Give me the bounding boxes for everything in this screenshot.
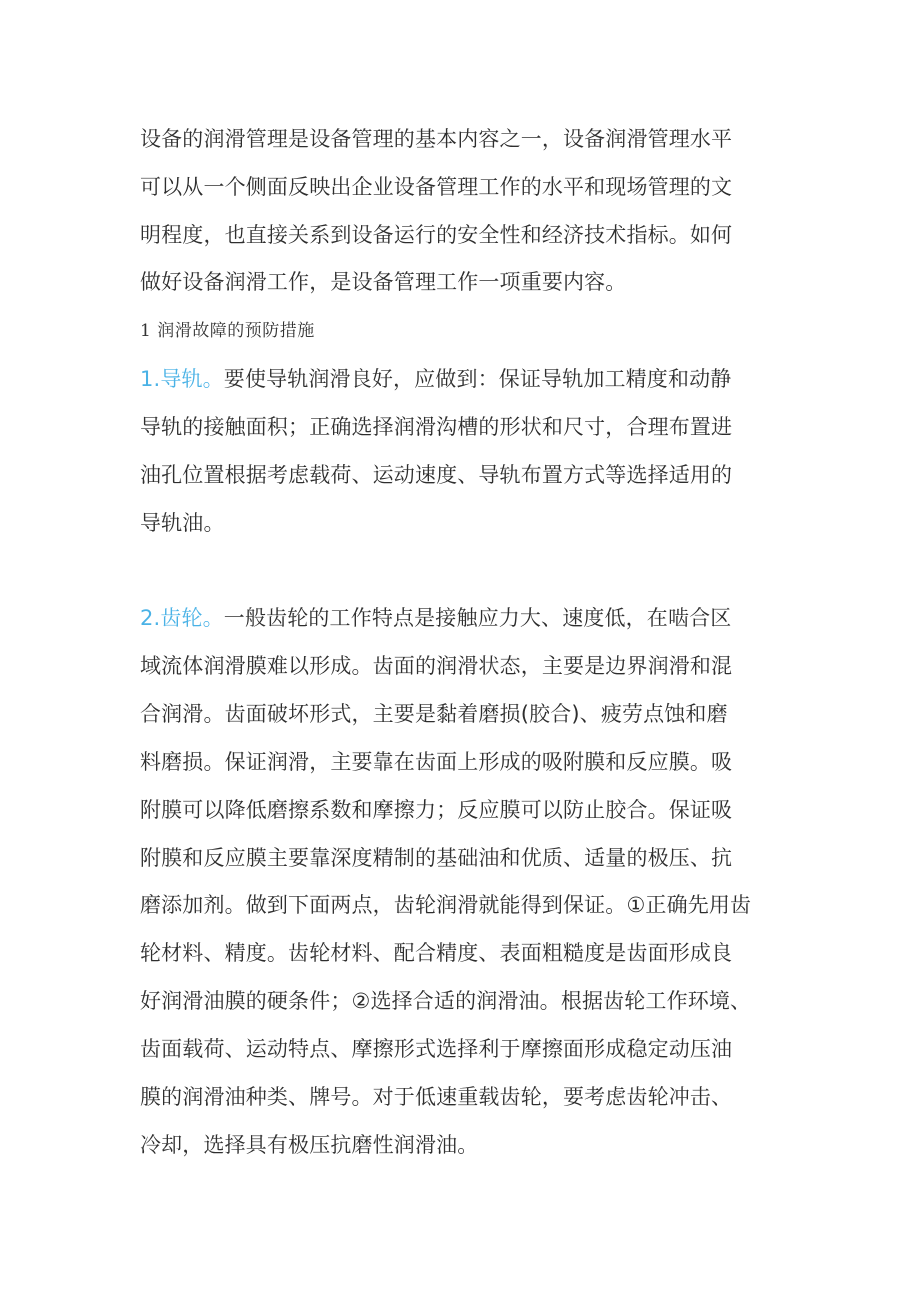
item-line: 油孔位置根据考虑载荷、运动速度、导轨布置方式等选择适用的 — [140, 463, 733, 487]
item-line: 合润滑。齿面破坏形式，主要是黏着磨损(胶合)、疲劳点蚀和磨 — [140, 702, 728, 726]
item-label: 1.导轨。 — [140, 367, 224, 391]
item-line: 导轨的接触面积；正确选择润滑沟槽的形状和尺寸，合理布置进 — [140, 415, 733, 439]
section-heading: 1 润滑故障的预防措施 — [140, 321, 315, 341]
intro-line: 可以从一个侧面反映出企业设备管理工作的水平和现场管理的文 — [140, 175, 733, 199]
item-line: 料磨损。保证润滑，主要靠在齿面上形成的吸附膜和反应膜。吸 — [140, 750, 733, 774]
item-line: 附膜可以降低磨擦系数和摩擦力；反应膜可以防止胶合。保证吸 — [140, 798, 733, 822]
item-line: 附膜和反应膜主要靠深度精制的基础油和优质、适量的极压、抗 — [140, 846, 733, 870]
item-line: 磨添加剂。做到下面两点，齿轮润滑就能得到保证。①正确先用齿 — [140, 893, 752, 917]
item-text: 要使导轨润滑良好，应做到：保证导轨加工精度和动静 — [223, 367, 732, 391]
intro-line: 明程度，也直接关系到设备运行的安全性和经济技术指标。如何 — [140, 223, 733, 247]
item-line: 好润滑油膜的硬条件；②选择合适的润滑油。根据齿轮工作环境、 — [140, 989, 752, 1013]
item-line: 冷却，选择具有极压抗磨性润滑油。 — [140, 1133, 479, 1157]
item-line: 域流体润滑膜难以形成。齿面的润滑状态，主要是边界润滑和混 — [140, 654, 733, 678]
intro-line: 设备的润滑管理是设备管理的基本内容之一，设备润滑管理水平 — [140, 127, 733, 151]
item-label: 2.齿轮。 — [140, 606, 224, 630]
item-first-line — [140, 603, 731, 633]
item-text: 一般齿轮的工作特点是接触应力大、速度低，在啮合区 — [223, 606, 732, 630]
item-line: 齿面载荷、运动特点、摩擦形式选择利于摩擦面形成稳定动压油 — [140, 1037, 733, 1061]
intro-line: 做好设备润滑工作，是设备管理工作一项重要内容。 — [140, 270, 627, 294]
item-line: 膜的润滑油种类、牌号。对于低速重载齿轮，要考虑齿轮冲击、 — [140, 1085, 733, 1109]
item-first-line — [140, 364, 731, 394]
item-line: 导轨油。 — [140, 511, 225, 535]
item-line: 轮材料、精度。齿轮材料、配合精度、表面粗糙度是齿面形成良 — [140, 941, 733, 965]
